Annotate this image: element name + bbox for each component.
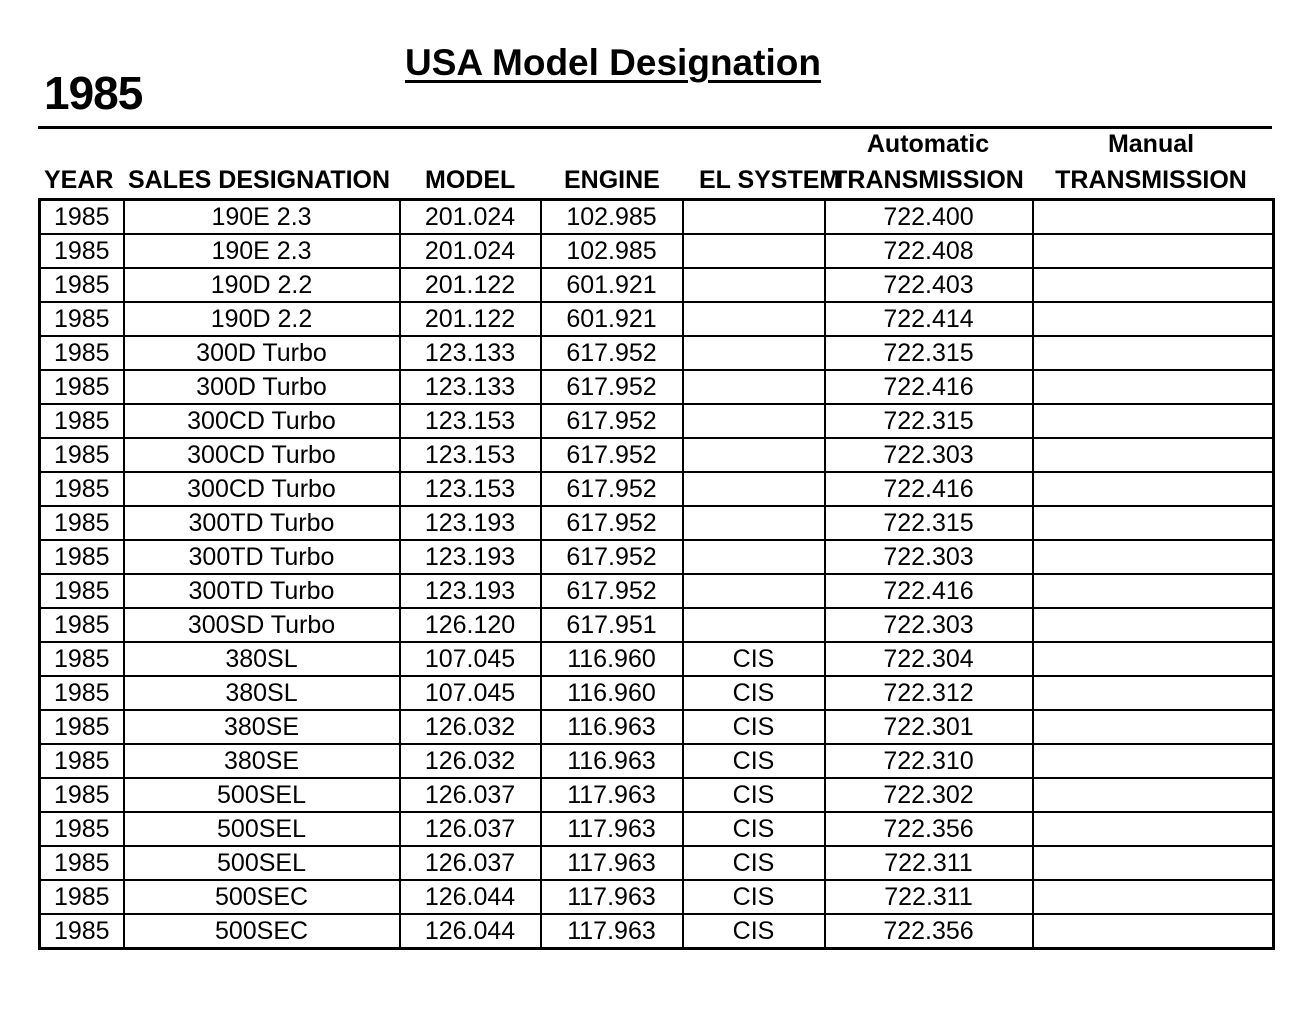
cell-el-system <box>683 540 825 574</box>
cell-automatic-transmission: 722.301 <box>825 710 1033 744</box>
cell-year: 1985 <box>40 880 124 914</box>
cell-el-system: CIS <box>683 744 825 778</box>
table-row <box>40 200 1274 235</box>
cell-automatic-transmission: 722.315 <box>825 336 1033 370</box>
cell-automatic-transmission: 722.303 <box>825 438 1033 472</box>
cell-sales-designation: 190D 2.2 <box>124 268 400 302</box>
cell-sales-designation: 500SEC <box>124 880 400 914</box>
cell-model: 123.133 <box>400 336 541 370</box>
cell-year: 1985 <box>40 268 124 302</box>
cell-year: 1985 <box>40 642 124 676</box>
cell-sales-designation: 300CD Turbo <box>124 472 400 506</box>
table-row <box>40 336 1274 370</box>
cell-automatic-transmission: 722.416 <box>825 370 1033 404</box>
cell-manual-transmission <box>1033 540 1274 574</box>
page-title: USA Model Designation <box>405 42 821 83</box>
cell-model: 201.122 <box>400 268 541 302</box>
cell-year: 1985 <box>40 302 124 336</box>
table-row <box>40 880 1274 914</box>
cell-year: 1985 <box>40 540 124 574</box>
cell-engine: 617.952 <box>541 506 683 540</box>
cell-manual-transmission <box>1033 676 1274 710</box>
cell-el-system: CIS <box>683 676 825 710</box>
cell-engine: 117.963 <box>541 880 683 914</box>
cell-el-system: CIS <box>683 914 825 949</box>
table-row <box>40 608 1274 642</box>
cell-engine: 116.960 <box>541 676 683 710</box>
cell-engine: 617.952 <box>541 574 683 608</box>
cell-model: 201.024 <box>400 234 541 268</box>
cell-model: 126.044 <box>400 880 541 914</box>
cell-engine: 601.921 <box>541 302 683 336</box>
cell-sales-designation: 500SEL <box>124 778 400 812</box>
cell-year: 1985 <box>40 676 124 710</box>
cell-sales-designation: 300D Turbo <box>124 336 400 370</box>
cell-manual-transmission <box>1033 268 1274 302</box>
cell-year: 1985 <box>40 370 124 404</box>
table-row <box>40 642 1274 676</box>
cell-sales-designation: 500SEC <box>124 914 400 949</box>
cell-model: 126.037 <box>400 812 541 846</box>
table-row <box>40 234 1274 268</box>
table-row <box>40 540 1274 574</box>
cell-engine: 117.963 <box>541 846 683 880</box>
year-heading: 1985 <box>44 67 143 119</box>
cell-el-system <box>683 234 825 268</box>
cell-sales-designation: 300TD Turbo <box>124 540 400 574</box>
cell-sales-designation: 380SE <box>124 710 400 744</box>
cell-automatic-transmission: 722.303 <box>825 540 1033 574</box>
cell-sales-designation: 300CD Turbo <box>124 438 400 472</box>
cell-year: 1985 <box>40 846 124 880</box>
table-row <box>40 744 1274 778</box>
cell-el-system: CIS <box>683 642 825 676</box>
table-row <box>40 438 1274 472</box>
cell-automatic-transmission: 722.414 <box>825 302 1033 336</box>
cell-el-system <box>683 200 825 235</box>
cell-manual-transmission <box>1033 846 1274 880</box>
table-row <box>40 710 1274 744</box>
cell-manual-transmission <box>1033 438 1274 472</box>
cell-sales-designation: 300TD Turbo <box>124 574 400 608</box>
cell-manual-transmission <box>1033 336 1274 370</box>
cell-manual-transmission <box>1033 506 1274 540</box>
cell-manual-transmission <box>1033 778 1274 812</box>
header-year: YEAR <box>44 166 114 194</box>
cell-sales-designation: 300SD Turbo <box>124 608 400 642</box>
cell-engine: 102.985 <box>541 200 683 235</box>
cell-manual-transmission <box>1033 914 1274 949</box>
cell-year: 1985 <box>40 812 124 846</box>
table-row <box>40 914 1274 949</box>
cell-engine: 117.963 <box>541 914 683 949</box>
model-table <box>38 198 1275 950</box>
cell-manual-transmission <box>1033 608 1274 642</box>
cell-automatic-transmission: 722.403 <box>825 268 1033 302</box>
cell-manual-transmission <box>1033 302 1274 336</box>
cell-year: 1985 <box>40 608 124 642</box>
cell-sales-designation: 380SE <box>124 744 400 778</box>
cell-manual-transmission <box>1033 234 1274 268</box>
table-row <box>40 268 1274 302</box>
cell-sales-designation: 380SL <box>124 642 400 676</box>
cell-sales-designation: 190D 2.2 <box>124 302 400 336</box>
cell-model: 126.120 <box>400 608 541 642</box>
cell-year: 1985 <box>40 472 124 506</box>
cell-model: 201.122 <box>400 302 541 336</box>
cell-automatic-transmission: 722.312 <box>825 676 1033 710</box>
cell-year: 1985 <box>40 200 124 235</box>
cell-model: 123.193 <box>400 506 541 540</box>
cell-engine: 117.963 <box>541 812 683 846</box>
table-row <box>40 676 1274 710</box>
header-sales-designation: SALES DESIGNATION <box>128 166 391 194</box>
cell-manual-transmission <box>1033 642 1274 676</box>
cell-model: 123.153 <box>400 404 541 438</box>
table-row <box>40 370 1274 404</box>
cell-el-system <box>683 506 825 540</box>
cell-engine: 617.952 <box>541 540 683 574</box>
table-row <box>40 472 1274 506</box>
header-manual-transmission: TRANSMISSION <box>1055 166 1247 194</box>
cell-manual-transmission <box>1033 200 1274 235</box>
cell-el-system: CIS <box>683 778 825 812</box>
cell-automatic-transmission: 722.311 <box>825 880 1033 914</box>
cell-sales-designation: 500SEL <box>124 846 400 880</box>
cell-engine: 617.952 <box>541 438 683 472</box>
header-automatic: Automatic <box>866 130 990 158</box>
cell-sales-designation: 190E 2.3 <box>124 200 400 235</box>
cell-year: 1985 <box>40 778 124 812</box>
cell-model: 123.133 <box>400 370 541 404</box>
cell-el-system <box>683 302 825 336</box>
cell-engine: 116.960 <box>541 642 683 676</box>
cell-engine: 116.963 <box>541 744 683 778</box>
cell-automatic-transmission: 722.315 <box>825 506 1033 540</box>
cell-engine: 617.952 <box>541 472 683 506</box>
cell-el-system: CIS <box>683 846 825 880</box>
cell-engine: 617.951 <box>541 608 683 642</box>
cell-automatic-transmission: 722.416 <box>825 574 1033 608</box>
cell-year: 1985 <box>40 506 124 540</box>
cell-engine: 601.921 <box>541 268 683 302</box>
header-divider <box>38 126 1272 129</box>
cell-manual-transmission <box>1033 880 1274 914</box>
cell-manual-transmission <box>1033 472 1274 506</box>
cell-sales-designation: 190E 2.3 <box>124 234 400 268</box>
cell-automatic-transmission: 722.416 <box>825 472 1033 506</box>
cell-engine: 117.963 <box>541 778 683 812</box>
cell-el-system <box>683 404 825 438</box>
cell-el-system <box>683 608 825 642</box>
cell-sales-designation: 380SL <box>124 676 400 710</box>
table-row <box>40 812 1274 846</box>
cell-year: 1985 <box>40 336 124 370</box>
cell-sales-designation: 500SEL <box>124 812 400 846</box>
table-row <box>40 846 1274 880</box>
cell-year: 1985 <box>40 404 124 438</box>
cell-el-system <box>683 370 825 404</box>
cell-model: 123.193 <box>400 574 541 608</box>
header-automatic-transmission: TRANSMISSION <box>832 166 1024 194</box>
table-row <box>40 574 1274 608</box>
cell-model: 123.153 <box>400 438 541 472</box>
cell-model: 123.193 <box>400 540 541 574</box>
cell-model: 123.153 <box>400 472 541 506</box>
cell-model: 201.024 <box>400 200 541 235</box>
cell-el-system <box>683 336 825 370</box>
cell-automatic-transmission: 722.304 <box>825 642 1033 676</box>
cell-engine: 617.952 <box>541 404 683 438</box>
cell-automatic-transmission: 722.310 <box>825 744 1033 778</box>
cell-sales-designation: 300D Turbo <box>124 370 400 404</box>
cell-manual-transmission <box>1033 710 1274 744</box>
cell-year: 1985 <box>40 574 124 608</box>
cell-engine: 116.963 <box>541 710 683 744</box>
cell-automatic-transmission: 722.302 <box>825 778 1033 812</box>
header-engine: ENGINE <box>564 166 660 194</box>
header-el-system: EL SYSTEM <box>699 166 841 194</box>
header-manual: Manual <box>1107 130 1195 158</box>
cell-automatic-transmission: 722.356 <box>825 812 1033 846</box>
cell-el-system: CIS <box>683 710 825 744</box>
cell-year: 1985 <box>40 914 124 949</box>
cell-automatic-transmission: 722.400 <box>825 200 1033 235</box>
cell-engine: 102.985 <box>541 234 683 268</box>
cell-automatic-transmission: 722.315 <box>825 404 1033 438</box>
cell-el-system <box>683 438 825 472</box>
cell-engine: 617.952 <box>541 370 683 404</box>
cell-el-system <box>683 574 825 608</box>
cell-automatic-transmission: 722.408 <box>825 234 1033 268</box>
cell-manual-transmission <box>1033 404 1274 438</box>
cell-year: 1985 <box>40 234 124 268</box>
cell-engine: 617.952 <box>541 336 683 370</box>
cell-el-system <box>683 472 825 506</box>
cell-el-system <box>683 268 825 302</box>
cell-automatic-transmission: 722.303 <box>825 608 1033 642</box>
cell-model: 126.032 <box>400 744 541 778</box>
header-model: MODEL <box>425 166 516 194</box>
cell-model: 126.032 <box>400 710 541 744</box>
cell-year: 1985 <box>40 710 124 744</box>
cell-model: 107.045 <box>400 642 541 676</box>
cell-model: 126.037 <box>400 778 541 812</box>
cell-model: 126.037 <box>400 846 541 880</box>
table-row <box>40 404 1274 438</box>
cell-el-system: CIS <box>683 880 825 914</box>
cell-manual-transmission <box>1033 812 1274 846</box>
table-row <box>40 302 1274 336</box>
cell-el-system: CIS <box>683 812 825 846</box>
cell-manual-transmission <box>1033 744 1274 778</box>
cell-model: 107.045 <box>400 676 541 710</box>
table-row <box>40 506 1274 540</box>
cell-year: 1985 <box>40 744 124 778</box>
cell-automatic-transmission: 722.356 <box>825 914 1033 949</box>
cell-year: 1985 <box>40 438 124 472</box>
cell-sales-designation: 300CD Turbo <box>124 404 400 438</box>
cell-sales-designation: 300TD Turbo <box>124 506 400 540</box>
cell-manual-transmission <box>1033 370 1274 404</box>
cell-automatic-transmission: 722.311 <box>825 846 1033 880</box>
table-row <box>40 778 1274 812</box>
cell-manual-transmission <box>1033 574 1274 608</box>
cell-model: 126.044 <box>400 914 541 949</box>
table-body <box>40 200 1274 949</box>
